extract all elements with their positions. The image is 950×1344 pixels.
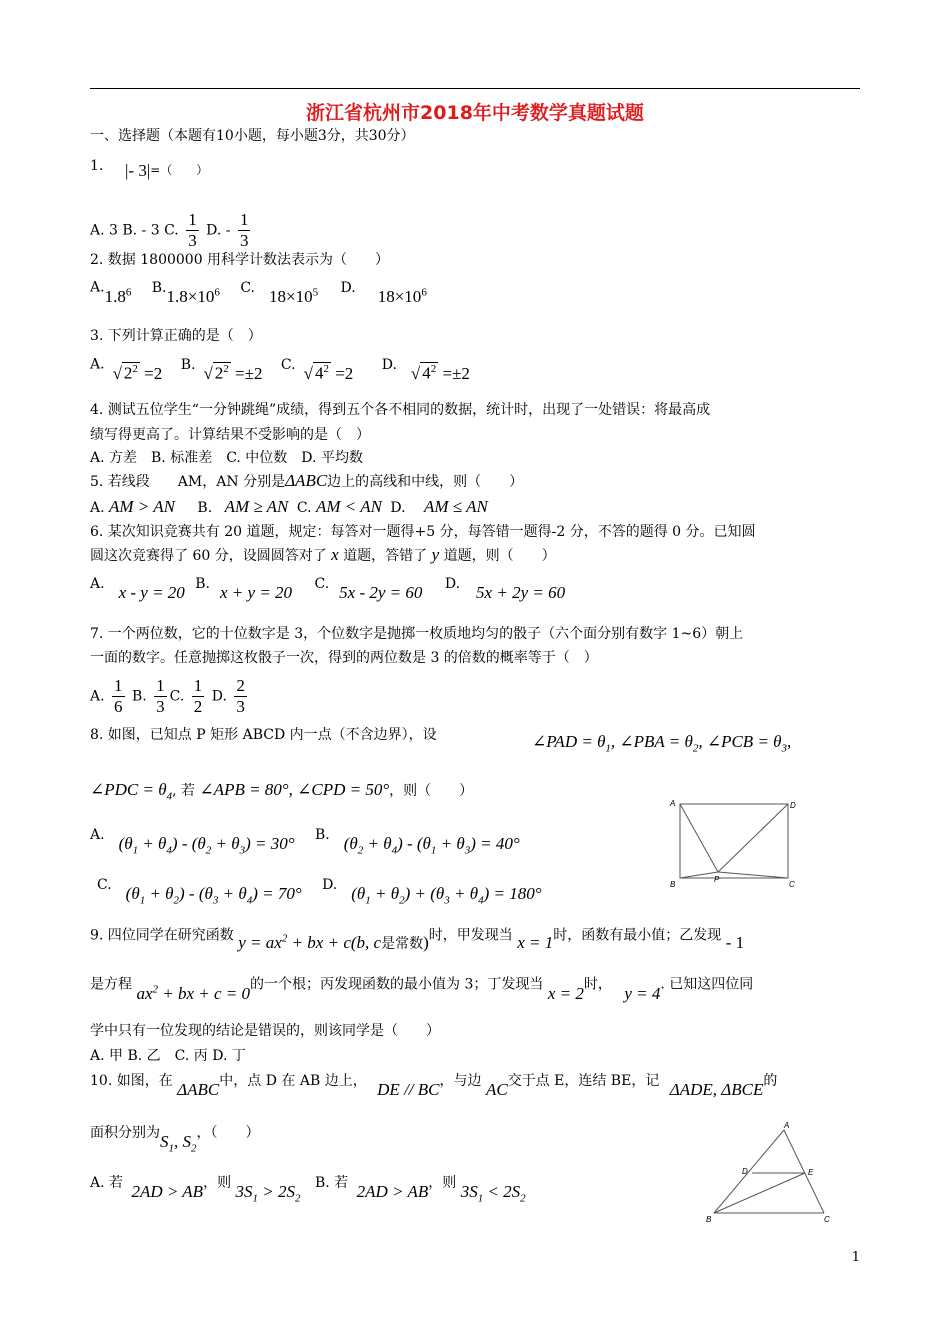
q1-options: A. 3 B. - 3 C. $\frac{1}{3}$ D. - $\frac{1}{3}$	[90, 210, 249, 250]
q9-options: A. 甲 B. 乙 C. 丙 D. 丁	[90, 1048, 246, 1064]
rectangle-figure	[668, 796, 804, 890]
q8-options-cd: C. $(\theta_1 + \theta_2) - (\theta_3 + \theta_4) = 70^\circ$ D. $(\theta_1 + \theta_2) + (\theta_3 + \theta_4) = 180^\circ$	[97, 877, 542, 907]
q5-options: A. AM > AN B. AM ≥ AN C. AM < AN D. AM ≤ AN	[90, 497, 488, 516]
q4-options: A. 方差 B. 标准差 C. 中位数 D. 平均数	[90, 450, 363, 466]
fig10-label-a: A	[784, 1121, 790, 1130]
q7-options: A. $\frac{1}{6}$ B. $\frac{1}{3}$ C. $\frac{1}{2}$ D. $\frac{2}{3}$	[90, 676, 245, 716]
fig10-label-c: C	[824, 1215, 830, 1224]
q8-angles: ∠PAD = $\theta_1$, ∠PBA = $\theta_2$, ∠PCB = $\theta_3$,	[532, 732, 792, 755]
q6-stem-2: 圆这次竞赛得了 60 分，设圆圆答对了 x 道题，答错了 y 道题，则（ ）	[90, 545, 556, 564]
q6-stem-1: 6. 某次知识竞赛共有 20 道题，规定：每答对一题得+5 分，每答错一题得-2 分，不答的题得 0 分。已知圆	[90, 524, 756, 540]
q5-stem: 5. 若线段 AM，AN 分别是ΔABC边上的高线和中线，则（ ）	[90, 471, 524, 490]
fig8-label-d: D	[790, 801, 796, 810]
q2-stem: 2. 数据 1800000 用科学计数法表示为（ ）	[90, 252, 390, 268]
q10-options: A. 若 2AD > AB，则 $3S_1 > 2S_2$ B. 若 2AD > AB，则 $3S_1 < 2S_2$	[90, 1175, 526, 1205]
fig8-label-p: P	[714, 875, 720, 884]
q9-stem-2: 是方程 $ax^2$ + bx + c = 0的一个根；丙发现函数的最小值为 3；丁发现当 x = 2时， y = 4. 已知这四位同	[90, 976, 754, 1003]
fig10-label-e: E	[808, 1168, 814, 1177]
q7-stem-1: 7. 一个两位数，它的十位数字是 3，个位数字是抛掷一枚质地均匀的骰子（六个面分别有数字 1~6）朝上	[90, 626, 744, 642]
q8-options-ab: A. $(\theta_1 + \theta_4) - (\theta_2 + \theta_3) = 30^\circ$ B. $(\theta_2 + \theta_4) - (\theta_1 + \theta_3) = 40^\circ$	[90, 827, 520, 857]
fig10-label-b: B	[706, 1215, 712, 1224]
q4-stem-1: 4. 测试五位学生“一分钟跳绳”成绩，得到五个各不相同的数据，统计时，出现了一处错误：将最高成	[90, 402, 711, 418]
q1-expr: |- 3|=（ ）	[125, 161, 209, 180]
q8-stem-2: ∠PDC = $\theta_4$, 若 ∠APB = 80°, ∠CPD = 50°，则（ ）	[90, 780, 474, 803]
q3-options: A. √ $2^2 =2$ B. √ $2^2 =\pm 2$ C. √ $4^2 =2$ D. √ $4^2 =\pm 2$	[90, 356, 470, 383]
page-title: 浙江省杭州市2018年中考数学真题试题	[306, 102, 644, 124]
fig8-label-b: B	[670, 880, 676, 889]
q9-stem-1: 9. 四位同学在研究函数 $y = ax^2$ + bx + c(b, c是常数)时，甲发现当 x = 1时，函数有最小值；乙发现 - 1	[90, 927, 745, 952]
q3-stem: 3. 下列计算正确的是（ ）	[90, 328, 262, 344]
q10-stem-2: 面积分别为$S_1$, $S_2$，（ ）	[90, 1125, 260, 1155]
q4-stem-2: 绩写得更高了。计算结果不受影响的是（ ）	[90, 427, 370, 443]
fig8-label-a: A	[670, 799, 676, 808]
section-heading: 一、选择题（本题有10小题，每小题3分，共30分）	[90, 128, 415, 144]
q9-stem-3: 学中只有一位发现的结论是错误的，则该同学是（ ）	[90, 1023, 440, 1039]
triangle-figure	[704, 1118, 844, 1226]
q6-options: A. x - y = 20 B. x + y = 20 C. 5x - 2y = 60 D. 5x + 2y = 60	[90, 576, 566, 602]
header-rule	[90, 88, 860, 89]
q2-options: A.1.8$^6$ $B.1.8\times 10^6$ C. $18\times 10^5$ D. $18\times 10^6$	[90, 279, 427, 306]
fig8-label-c: C	[789, 880, 795, 889]
q7-stem-2: 一面的数字。任意抛掷这枚骰子一次，得到的两位数是 3 的倍数的概率等于（ ）	[90, 650, 598, 666]
q1-stem: 1.	[90, 158, 104, 174]
q8-stem-1: 8. 如图，已知点 P 矩形 ABCD 内一点（不含边界），设	[90, 727, 437, 743]
page-number: 1	[851, 1250, 860, 1265]
fig10-label-d: D	[742, 1167, 748, 1176]
q10-stem-1: 10. 如图，在 ΔABC中，点 D 在 AB 边上， DE // BC，与边 AC交于点 E，连结 BE，记 ΔADE, ΔBCE的	[90, 1073, 778, 1099]
